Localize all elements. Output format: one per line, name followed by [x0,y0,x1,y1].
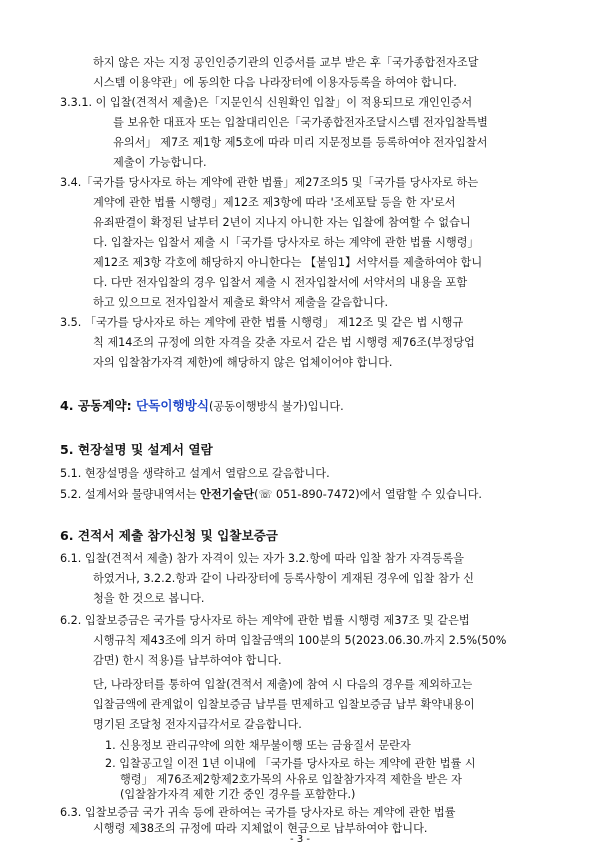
paragraph-line: 6.1. 입찰(견적서 제출) 참가 자격이 있는 자가 3.2.항에 따라 입찰 참가 자격등록을 [60,552,464,565]
paragraph-line: 제출이 가능합니다. [113,156,207,169]
paragraph-line: 자의 입찰참가자격 제한)에 해당하지 않은 업체이어야 합니다. [93,356,393,369]
section-4-highlight: 단독이행방식 [136,398,210,413]
paragraph-line: 제12조 제3항 각호에 해당하지 아니한다는 【붙임1】서약서를 제출하여야 합니 [93,256,483,269]
paragraph-line: 하고 있으므로 전자입찰서 제출로 확약서 제출을 갈음합니다. [93,296,389,309]
paragraph-line: 명기된 조달청 전자지급각서로 갈음합니다. [93,718,302,731]
paragraph-line: 하지 않은 자는 지정 공인인증기관의 인증서를 교부 받은 후「국가종합전자조달 [93,56,479,69]
section-5-heading: 5. 현장설명 및 설계서 열람 [60,442,213,457]
paragraph-line: 시행규칙 제43조에 의거 하며 입찰금액의 100분의 5(2023.06.30.까지 2.5%(50% [93,634,507,647]
paragraph-line: 계약에 관한 법률 시행령」제12조 제3항에 따라 '조세포탈 등을 한 자'로서 [93,196,456,209]
paragraph-line: 입찰금액에 관계없이 입찰보증금 납부를 면제하고 입찰보증금 납부 확약내용이 [93,698,475,711]
list-item: 2. 입찰공고일 이전 1년 이내에 「국가를 당사자로 하는 계약에 관한 법률 시 [105,757,476,770]
paragraph-line: 단, 나라장터를 통하여 입찰(견적서 제출)에 참여 시 다음의 경우를 제외하고는 [93,678,473,691]
paragraph-line: 시스템 이용약관」에 동의한 다음 나라장터에 이용자등록을 하여야 합니다. [93,76,457,89]
paragraph-line: 감면) 한시 적용)를 납부하여야 합니다. [93,654,282,667]
paragraph-line: 청을 한 것으로 봅니다. [93,592,205,605]
paragraph-line: 6.3. 입찰보증금 국가 귀속 등에 관하여는 국가를 당사자로 하는 계약에 관한 법률 [60,806,456,819]
paragraph-line: 하였거나, 3.2.2.항과 같이 나라장터에 등록사항이 게재된 경우에 입찰 참가 신 [93,572,474,585]
paragraph-line: 3.3.1. 이 입찰(견적서 제출)은「지문인식 신원확인 입찰」이 적용되므로 개인인증서 [60,96,473,109]
company-name: 안전기술단 [200,488,255,501]
paragraph-line: 다. 입찰자는 입찰서 제출 시「국가를 당사자로 하는 계약에 관한 법률 시행령」 [93,236,479,249]
paragraph-line: 3.4.「국가를 당사자로 하는 계약에 관한 법률」제27조의5 및「국가를 당사자로 하는 [60,176,479,189]
paragraph-line: 를 보유한 대표자 또는 입찰대리인은「국가종합전자조달시스템 전자입찰특별 [113,116,488,129]
section-5-item: 5.1. 현장설명을 생략하고 설계서 열람으로 갈음합니다. [60,467,330,480]
section-5-item [60,487,482,503]
page-number: - 3 - [290,834,310,845]
section-6-heading: 6. 견적서 제출 참가신청 및 입찰보증금 [60,528,278,543]
paragraph-line: 칙 제14조의 규정에 의한 자격을 갖춘 자로서 같은 법 시행령 제76조(부정당업 [93,336,475,349]
list-item: 1. 신용정보 관리규약에 의한 채무불이행 또는 금융질서 문란자 [105,739,411,752]
section-4-rest: (공동이행방식 불가)입니다. [209,400,344,413]
paragraph-line: 3.5. 「국가를 당사자로 하는 계약에 관한 법률 시행령」 제12조 및 같은 법 시행규 [60,316,464,329]
list-item: 행령」 제76조제2항제2호가목의 사유로 입찰참가자격 제한을 받은 자 [120,773,462,786]
paragraph-line: 다. 다만 전자입찰의 경우 입찰서 제출 시 전자입찰서에 서약서의 내용을 포함 [93,276,468,289]
phone-text: (☏ 051-890-7472)에서 열람할 수 있습니다. [254,488,482,501]
paragraph-line: 시행령 제38조의 규정에 따라 지체없이 현금으로 납부하여야 합니다. [93,822,428,835]
list-item-note: (입찰참가자격 제한 기간 중인 경우를 포함한다.) [120,788,356,801]
paragraph-line: 유죄판결이 확정된 날부터 2년이 지나지 아니한 자는 입찰에 참여할 수 없습니 [93,216,471,229]
paragraph-line: 6.2. 입찰보증금은 국가를 당사자로 하는 계약에 관한 법률 시행령 제37조 및 같은법 [60,614,470,627]
section-4-heading [60,397,344,416]
section-5-item-text: 5.2. 설계서와 물량내역서는 [60,488,201,501]
paragraph-line: 유의서」 제7조 제1항 제5호에 따라 미리 지문정보를 등록하여야 전자입찰서 [113,136,488,149]
section-4-title: 4. 공동계약: [60,398,137,413]
